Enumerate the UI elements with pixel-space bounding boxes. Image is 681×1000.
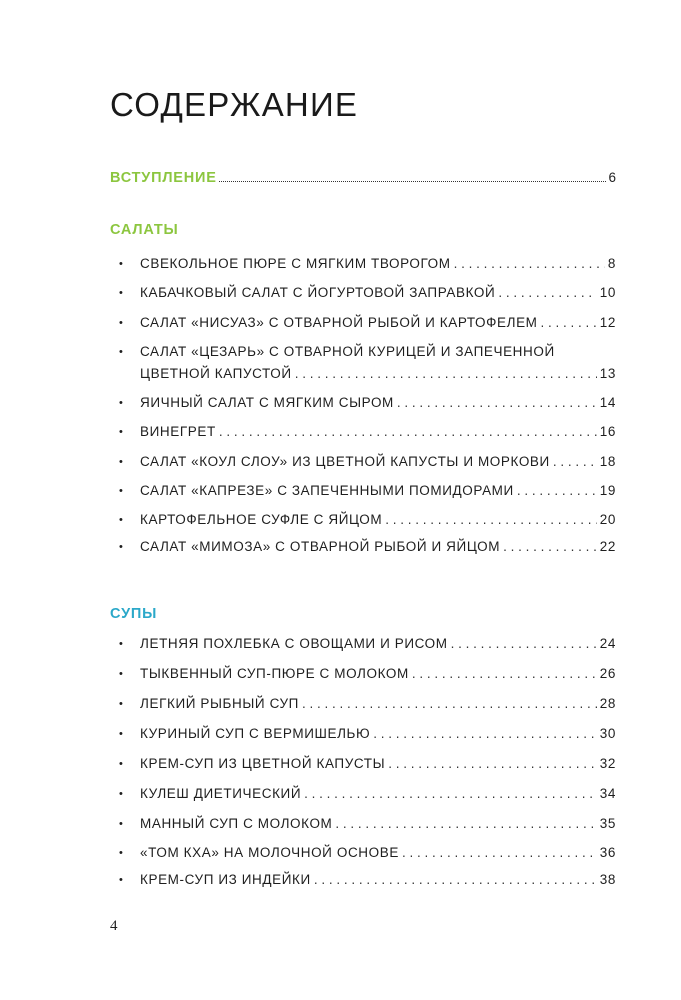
toc-entry[interactable] [119, 392, 616, 414]
bullet-icon: • [119, 258, 124, 270]
page-number: 14 [599, 395, 616, 410]
toc-entry[interactable] [119, 842, 616, 864]
entry-title: КРЕМ-СУП ИЗ ИНДЕЙКИ [140, 872, 311, 887]
dot-leader [385, 509, 597, 531]
entry-title: ЛЕТНЯЯ ПОХЛЕБКА С ОВОЩАМИ И РИСОМ [140, 636, 448, 651]
page-number: 8 [607, 256, 616, 271]
dot-leader [553, 451, 597, 473]
entry-title: ТЫКВЕННЫЙ СУП-ПЮРЕ С МОЛОКОМ [140, 666, 409, 681]
bullet-icon: • [119, 874, 124, 886]
dot-leader [412, 663, 597, 685]
toc-entry[interactable] [119, 663, 616, 685]
entry-title: КРЕМ-СУП ИЗ ЦВЕТНОЙ КАПУСТЫ [140, 756, 386, 771]
dot-leader [498, 282, 596, 304]
section-heading-salads: САЛАТЫ [110, 222, 179, 238]
dot-leader [388, 753, 597, 775]
page-number: 12 [599, 315, 616, 330]
bullet-icon: • [119, 638, 124, 650]
entry-title: КАРТОФЕЛЬНОЕ СУФЛЕ С ЯЙЦОМ [140, 512, 383, 527]
dot-leader [373, 723, 597, 745]
dot-leader [335, 813, 596, 835]
page-number: 38 [599, 872, 616, 887]
section-heading-soups: СУПЫ [110, 606, 158, 622]
page-number: 30 [599, 726, 616, 741]
page-number: 10 [599, 285, 616, 300]
page-number: 22 [599, 539, 616, 554]
dot-leader [219, 421, 597, 443]
page-number: 35 [599, 816, 616, 831]
toc-entry[interactable] [119, 633, 616, 655]
page-number: 16 [599, 424, 616, 439]
dot-leader [451, 633, 597, 655]
dot-leader [219, 181, 607, 182]
toc-entry[interactable] [119, 451, 616, 473]
toc-entry[interactable] [119, 693, 616, 715]
page-number: 19 [599, 483, 616, 498]
bullet-icon: • [119, 397, 124, 409]
entry-title: «ТОМ КХА» НА МОЛОЧНОЙ ОСНОВЕ [140, 845, 399, 860]
entry-title: САЛАТ «КОУЛ СЛОУ» ИЗ ЦВЕТНОЙ КАПУСТЫ И МОРКОВИ [140, 454, 550, 469]
entry-title: ЦВЕТНОЙ КАПУСТОЙ [140, 366, 292, 381]
page-number: 34 [599, 786, 616, 801]
bullet-icon: • [119, 317, 124, 329]
entry-title: КУРИНЫЙ СУП С ВЕРМИШЕЛЬЮ [140, 726, 371, 741]
bullet-icon: • [119, 758, 124, 770]
entry-title: САЛАТ «КАПРЕЗЕ» С ЗАПЕЧЕННЫМИ ПОМИДОРАМИ [140, 483, 514, 498]
entry-title: МАННЫЙ СУП С МОЛОКОМ [140, 816, 333, 831]
page-number: 28 [599, 696, 616, 711]
dot-leader [541, 312, 597, 334]
entry-title: ВИНЕГРЕТ [140, 424, 216, 439]
intro-label: ВСТУПЛЕНИЕ [110, 170, 217, 186]
dot-leader [314, 869, 597, 891]
toc-entry[interactable] [119, 312, 616, 334]
page-number: 32 [599, 756, 616, 771]
toc-entry-intro[interactable] [110, 170, 616, 186]
page-number: 20 [599, 512, 616, 527]
entry-title: КАБАЧКОВЫЙ САЛАТ С ЙОГУРТОВОЙ ЗАПРАВКОЙ [140, 285, 496, 300]
toc-entry[interactable] [119, 536, 616, 558]
dot-leader [517, 480, 597, 502]
bullet-icon: • [119, 456, 124, 468]
toc-entry[interactable] [119, 341, 616, 385]
bullet-icon: • [119, 485, 124, 497]
toc-entry[interactable] [119, 753, 616, 775]
page-number: 24 [599, 636, 616, 651]
page-number: 18 [599, 454, 616, 469]
bullet-icon: • [119, 541, 124, 553]
bullet-icon: • [119, 788, 124, 800]
dot-leader [302, 693, 597, 715]
entry-title-line1: САЛАТ «ЦЕЗАРЬ» С ОТВАРНОЙ КУРИЦЕЙ И ЗАПЕЧЕННОЙ [140, 344, 555, 359]
bullet-icon: • [119, 346, 124, 358]
page-number: 36 [599, 845, 616, 860]
dot-leader [304, 783, 597, 805]
entry-title: САЛАТ «НИСУАЗ» С ОТВАРНОЙ РЫБОЙ И КАРТОФЕЛЕМ [140, 315, 538, 330]
toc-entry[interactable] [119, 723, 616, 745]
toc-entry[interactable] [119, 509, 616, 531]
toc-entry[interactable] [119, 253, 616, 275]
toc-entry[interactable] [119, 869, 616, 891]
dot-leader [503, 536, 597, 558]
entry-title: КУЛЕШ ДИЕТИЧЕСКИЙ [140, 786, 302, 801]
dot-leader [454, 253, 605, 275]
dot-leader [402, 842, 597, 864]
entry-title: ЛЕГКИЙ РЫБНЫЙ СУП [140, 696, 299, 711]
toc-entry[interactable] [119, 813, 616, 835]
page-number: 26 [599, 666, 616, 681]
toc-entry[interactable] [119, 421, 616, 443]
entry-title: ЯИЧНЫЙ САЛАТ С МЯГКИМ СЫРОМ [140, 395, 394, 410]
bullet-icon: • [119, 818, 124, 830]
bullet-icon: • [119, 847, 124, 859]
dot-leader [295, 363, 597, 385]
toc-entry[interactable] [119, 783, 616, 805]
bullet-icon: • [119, 514, 124, 526]
page-folio: 4 [110, 918, 118, 934]
bullet-icon: • [119, 728, 124, 740]
dot-leader [397, 392, 597, 414]
bullet-icon: • [119, 668, 124, 680]
page-title: СОДЕРЖАНИЕ [110, 86, 359, 123]
toc-entry[interactable] [119, 282, 616, 304]
toc-entry[interactable] [119, 480, 616, 502]
entry-title: СВЕКОЛЬНОЕ ПЮРЕ С МЯГКИМ ТВОРОГОМ [140, 256, 451, 271]
entry-title: САЛАТ «МИМОЗА» С ОТВАРНОЙ РЫБОЙ И ЯЙЦОМ [140, 539, 501, 554]
bullet-icon: • [119, 287, 124, 299]
page-number: 6 [608, 170, 616, 185]
page-number: 13 [599, 366, 616, 381]
bullet-icon: • [119, 426, 124, 438]
bullet-icon: • [119, 698, 124, 710]
